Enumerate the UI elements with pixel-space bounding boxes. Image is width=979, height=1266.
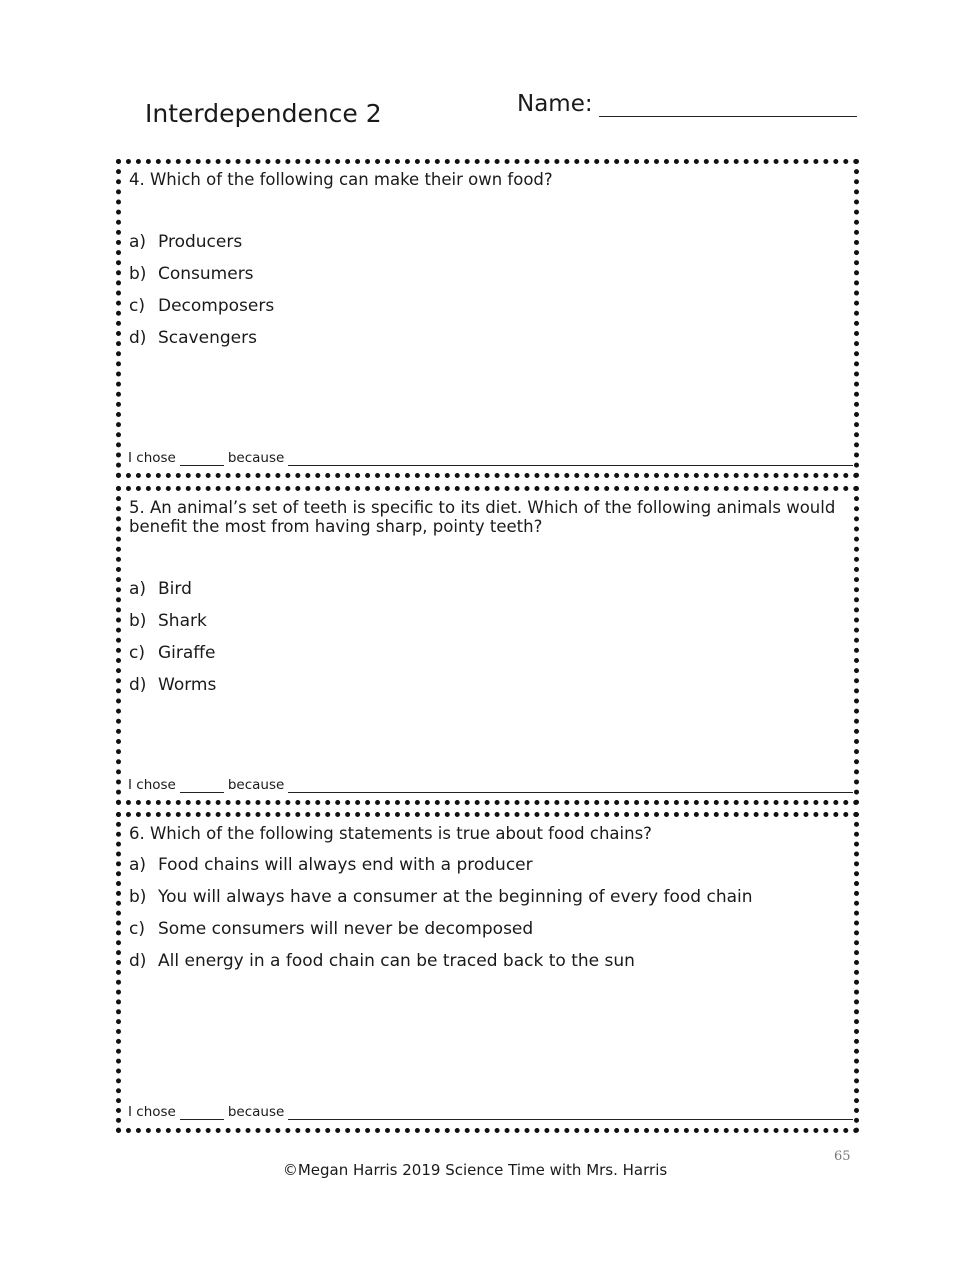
answer-option-a <box>129 579 192 599</box>
answer-option-d <box>129 675 216 695</box>
chose-label: I chose <box>128 777 176 793</box>
copyright-footer: ©Megan Harris 2019 Science Time with Mrs. Harris <box>282 1161 668 1179</box>
question-box-5 <box>116 486 859 805</box>
answer-option-b <box>129 264 254 284</box>
option-letter: b) <box>129 264 147 284</box>
because-blank[interactable] <box>288 1107 853 1120</box>
question-text: 6. Which of the following statements is true about food chains? <box>129 824 652 843</box>
question-text: 4. Which of the following can make their own food? <box>129 170 553 189</box>
answer-explanation-line <box>128 1104 853 1120</box>
question-box-4 <box>116 159 859 478</box>
option-label: Food chains will always end with a producer <box>158 855 533 875</box>
answer-explanation-line <box>128 777 853 793</box>
chose-blank[interactable] <box>180 453 224 466</box>
option-label: Decomposers <box>158 296 275 316</box>
option-label: Consumers <box>158 264 254 284</box>
because-blank[interactable] <box>288 780 853 793</box>
because-label: because <box>227 450 285 466</box>
option-letter: b) <box>129 887 147 907</box>
answer-option-d <box>129 951 635 971</box>
option-label: You will always have a consumer at the beginning of every food chain <box>158 887 753 907</box>
answer-option-b <box>129 611 207 631</box>
option-letter: d) <box>129 328 147 348</box>
name-field <box>517 90 857 117</box>
because-label: because <box>227 1104 285 1120</box>
answer-option-c <box>129 296 274 316</box>
option-label: Producers <box>158 232 243 252</box>
chose-blank[interactable] <box>180 780 224 793</box>
chose-label: I chose <box>128 1104 176 1120</box>
question-box-6 <box>116 812 859 1133</box>
option-letter: c) <box>129 919 145 939</box>
name-label: Name: <box>517 91 593 117</box>
chose-blank[interactable] <box>180 1107 224 1120</box>
option-label: Scavengers <box>158 328 257 348</box>
option-letter: c) <box>129 643 145 663</box>
option-letter: c) <box>129 296 145 316</box>
option-letter: d) <box>129 951 147 971</box>
answer-explanation-line <box>128 450 853 466</box>
question-text: 5. An animal’s set of teeth is specific to its diet. Which of the following animals would benefit the most from having sharp, pointy teeth? <box>129 498 836 536</box>
page-number: 65 <box>834 1149 851 1164</box>
option-label: Shark <box>158 611 207 631</box>
because-blank[interactable] <box>288 453 853 466</box>
because-label: because <box>227 777 285 793</box>
option-label: Bird <box>158 579 192 599</box>
option-label: Worms <box>158 675 217 695</box>
option-label: Giraffe <box>158 643 216 663</box>
option-letter: a) <box>129 232 147 252</box>
option-letter: b) <box>129 611 147 631</box>
answer-option-c <box>129 643 215 663</box>
option-letter: d) <box>129 675 147 695</box>
name-blank-line[interactable] <box>599 90 857 117</box>
answer-option-b <box>129 887 753 907</box>
option-letter: a) <box>129 855 147 875</box>
answer-option-a <box>129 855 533 875</box>
page-title: Interdependence 2 <box>145 99 382 128</box>
option-label: Some consumers will never be decomposed <box>158 919 534 939</box>
answer-option-a <box>129 232 242 252</box>
option-label: All energy in a food chain can be traced back to the sun <box>158 951 635 971</box>
option-letter: a) <box>129 579 147 599</box>
answer-option-c <box>129 919 533 939</box>
chose-label: I chose <box>128 450 176 466</box>
answer-option-d <box>129 328 257 348</box>
